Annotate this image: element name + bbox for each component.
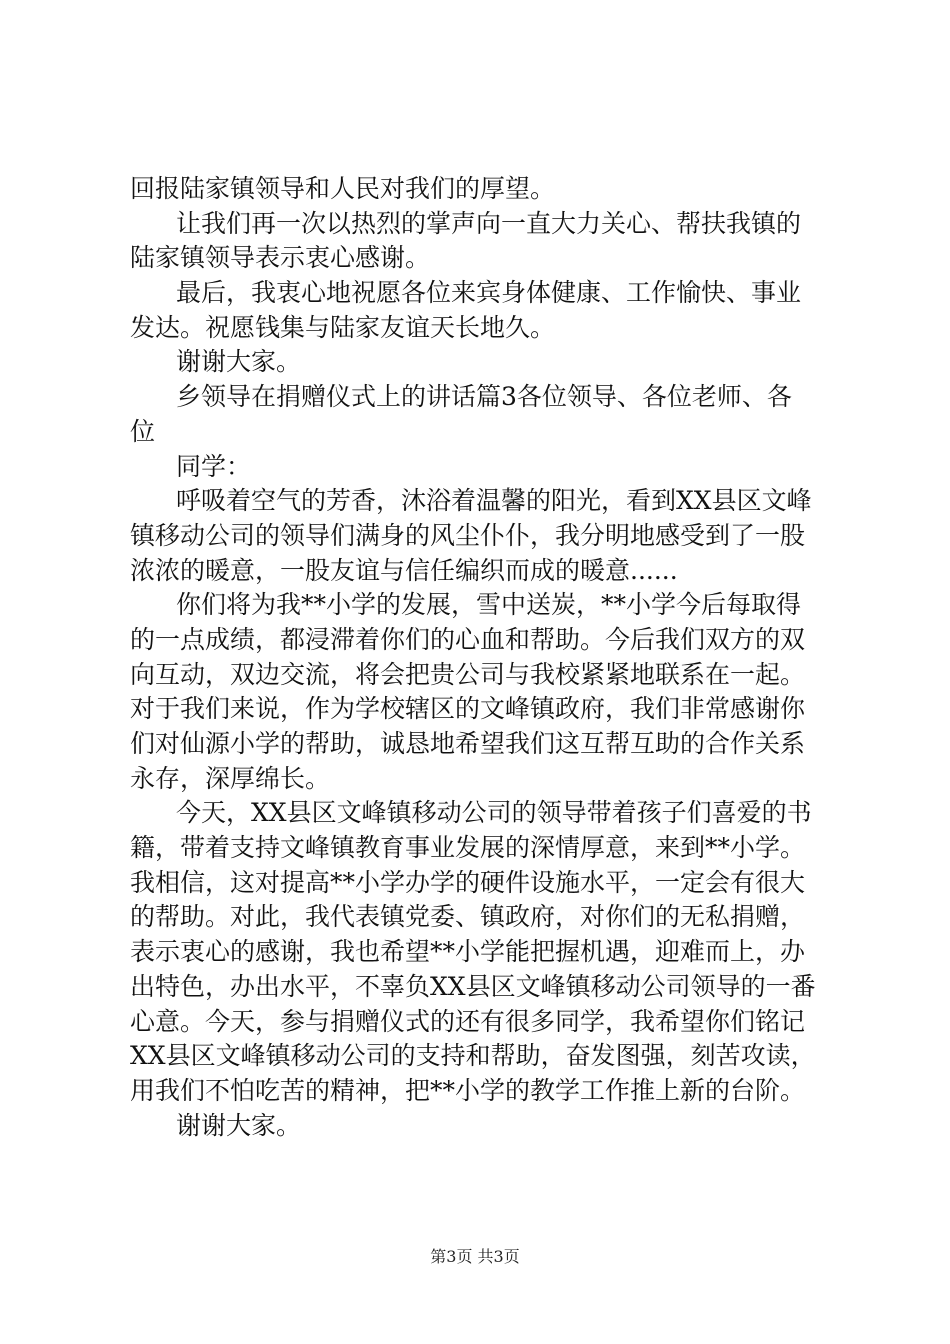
text-line: 谢谢大家。 <box>176 1110 302 1140</box>
text-line: 浓浓的暖意，一股友谊与信任编织而成的暖意...... <box>130 555 678 585</box>
page-footer: 第3页 共3页 <box>430 1247 520 1266</box>
text-line: 让我们再一次以热烈的掌声向一直大力关心、帮扶我镇的 <box>176 208 802 238</box>
text-line: 对于我们来说，作为学校辖区的文峰镇政府，我们非常感谢你 <box>130 694 806 724</box>
text-line: 回报陆家镇领导和人民对我们的厚望。 <box>130 174 556 203</box>
text-line: 出特色，办出水平，不辜负XX县区文峰镇移动公司领导的一番 <box>130 971 816 1001</box>
text-line: 籍，带着支持文峰镇教育事业发展的深情厚意，来到**小学。 <box>130 833 806 863</box>
text-line: 用我们不怕吃苦的精神，把**小学的教学工作推上新的台阶。 <box>130 1075 806 1105</box>
text-line: 乡领导在捐赠仪式上的讲话篇3各位领导、各位老师、各 <box>176 382 792 412</box>
text-line: XX县区文峰镇移动公司的支持和帮助，奋发图强，刻苦攻读， <box>130 1041 816 1071</box>
text-line: 发达。祝愿钱集与陆家友谊天长地久。 <box>130 312 556 342</box>
text-line: 们对仙源小学的帮助，诚恳地希望我们这互帮互助的合作关系 <box>130 729 806 758</box>
text-line: 镇移动公司的领导们满身的风尘仆仆，我分明地感受到了一股 <box>130 520 806 550</box>
text-line: 今天，XX县区文峰镇移动公司的领导带着孩子们喜爱的书 <box>176 798 812 828</box>
text-line: 心意。今天，参与捐赠仪式的还有很多同学，我希望你们铭记 <box>130 1006 806 1036</box>
text-line: 呼吸着空气的芳香，沐浴着温馨的阳光，看到XX县区文峰 <box>176 486 812 516</box>
document-body <box>130 172 832 1143</box>
text-line: 向互动，双边交流，将会把贵公司与我校紧紧地联系在一起。 <box>130 659 806 689</box>
text-line: 的一点成绩，都浸滞着你们的心血和帮助。今后我们双方的双 <box>130 624 806 654</box>
text-line: 表示衷心的感谢，我也希望**小学能把握机遇，迎难而上，办 <box>130 937 806 967</box>
text-line: 永存，深厚绵长。 <box>130 763 331 793</box>
text-line: 位 <box>130 416 156 446</box>
text-line: 陆家镇领导表示衷心感谢。 <box>130 243 431 273</box>
text-line: 的帮助。对此，我代表镇党委、镇政府，对你们的无私捐赠， <box>130 902 806 932</box>
text-line: 谢谢大家。 <box>176 347 302 377</box>
text-line: 我相信，这对提高**小学办学的硬件设施水平，一定会有很大 <box>130 867 806 897</box>
text-line: 同学： <box>176 451 252 481</box>
text-line: 你们将为我**小学的发展，雪中送炭，**小学今后每取得 <box>176 590 802 620</box>
text-line: 最后，我衷心地祝愿各位来宾身体健康、工作愉快、事业 <box>176 278 802 308</box>
